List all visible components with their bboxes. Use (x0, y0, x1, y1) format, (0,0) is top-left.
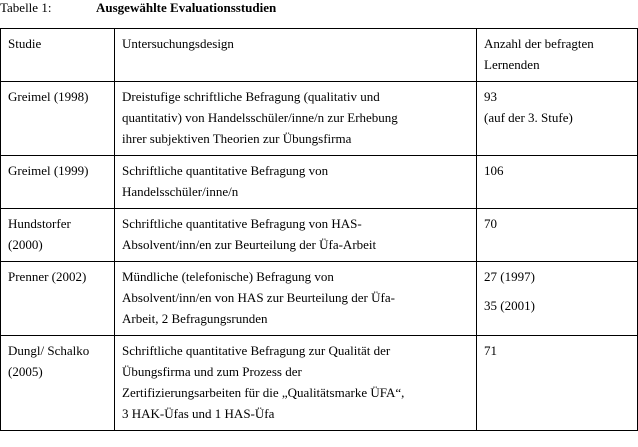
cell-text: 35 (2001) (484, 298, 535, 313)
cell-text: Mündliche (telefonische) Befragung von (122, 269, 334, 284)
table-row (1, 262, 638, 336)
cell-text: Greimel (1998) (8, 89, 89, 104)
cell-studie (1, 82, 115, 156)
table-row (1, 336, 638, 431)
cell-design (115, 209, 477, 262)
table-caption (0, 0, 276, 18)
header-untersuchungsdesign (115, 29, 477, 82)
table-header-row (1, 29, 638, 82)
header-text: Anzahl der befragten (484, 36, 594, 51)
cell-text: (2000) (8, 237, 43, 252)
cell-text: 70 (484, 216, 497, 231)
cell-anzahl (477, 209, 638, 262)
cell-anzahl (477, 82, 638, 156)
cell-text: 106 (484, 163, 504, 178)
caption-label: Tabelle 1: (0, 0, 52, 15)
cell-text: Schriftliche quantitative Befragung zur Qualität der (122, 343, 391, 358)
cell-text: (auf der 3. Stufe) (484, 110, 573, 125)
cell-text: Handelsschüler/inne/n (122, 184, 239, 199)
cell-text: 93 (484, 89, 497, 104)
cell-text: Dungl/ Schalko (8, 343, 90, 358)
cell-studie (1, 209, 115, 262)
cell-text: Absolvent/inn/en zur Beurteilung der Üfa-Arbeit (122, 237, 377, 252)
cell-studie (1, 336, 115, 431)
table-row (1, 156, 638, 209)
cell-anzahl (477, 336, 638, 431)
cell-studie (1, 262, 115, 336)
cell-text: ihrer subjektiven Theorien zur Übungsfirma (122, 131, 352, 146)
cell-design (115, 156, 477, 209)
header-studie (1, 29, 115, 82)
cell-text: Greimel (1999) (8, 163, 89, 178)
cell-design (115, 336, 477, 431)
cell-text: Absolvent/inn/en von HAS zur Beurteilung der Üfa- (122, 290, 395, 305)
cell-design (115, 82, 477, 156)
header-text: Untersuchungsdesign (122, 36, 234, 51)
cell-text: Dreistufige schriftliche Befragung (qualitativ und (122, 89, 380, 104)
cell-text: Übungsfirma und zum Prozess der (122, 364, 302, 379)
cell-text: 3 HAK-Üfas und 1 HAS-Üfa (122, 406, 275, 421)
evaluation-studies-table (0, 28, 638, 431)
cell-text: Zertifizierungsarbeiten für die „Qualitätsmarke ÜFA“, (122, 385, 405, 400)
cell-anzahl (477, 156, 638, 209)
cell-text: Prenner (2002) (8, 269, 87, 284)
caption-title: Ausgewählte Evaluationsstudien (96, 0, 277, 15)
table-row (1, 209, 638, 262)
table-row (1, 82, 638, 156)
cell-text: Schriftliche quantitative Befragung von HAS- (122, 216, 362, 231)
cell-anzahl (477, 262, 638, 336)
cell-text: Schriftliche quantitative Befragung von (122, 163, 329, 178)
header-text: Lernenden (484, 57, 540, 72)
cell-design (115, 262, 477, 336)
cell-text: 27 (1997) (484, 269, 535, 284)
cell-text: Hundstorfer (8, 216, 71, 231)
cell-studie (1, 156, 115, 209)
header-anzahl (477, 29, 638, 82)
cell-text: 71 (484, 343, 497, 358)
cell-text: Arbeit, 2 Befragungsrunden (122, 311, 268, 326)
cell-text: (2005) (8, 364, 43, 379)
header-text: Studie (8, 36, 42, 51)
cell-text: quantitativ) von Handelsschüler/inne/n zur Erhebung (122, 110, 398, 125)
